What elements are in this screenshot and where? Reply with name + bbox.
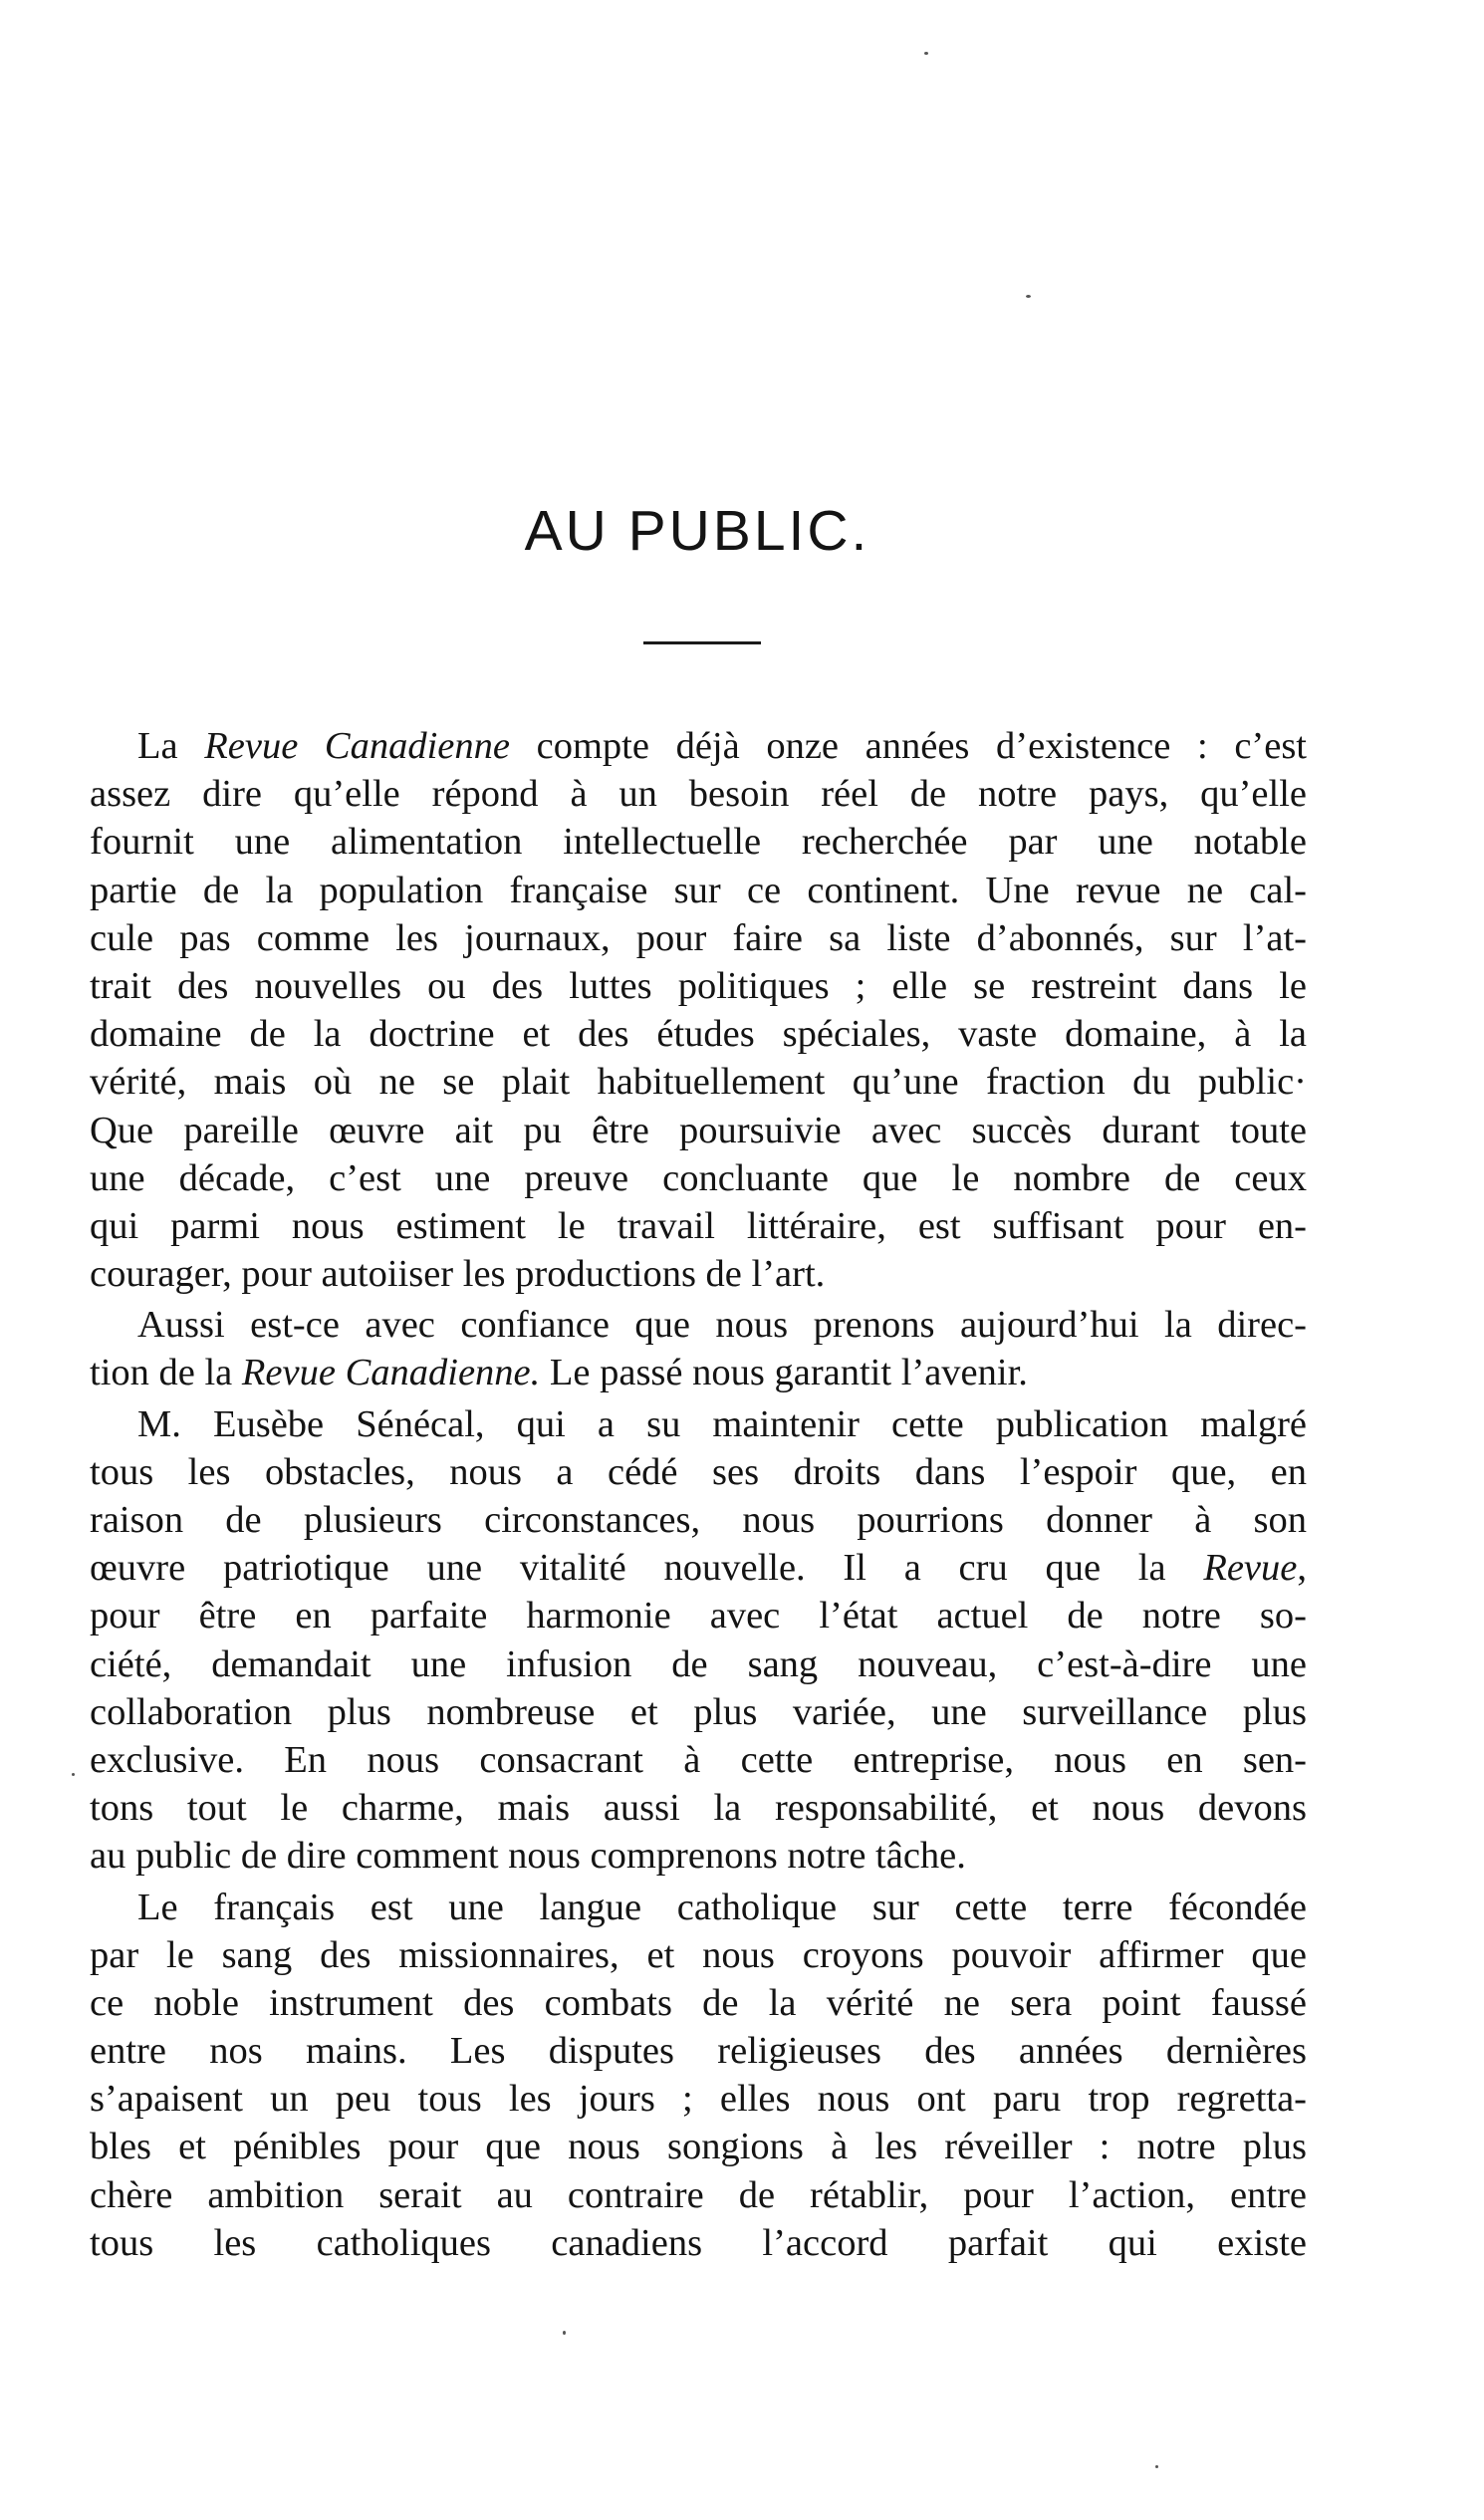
page-title: AU PUBLIC. <box>524 499 870 563</box>
text-line <box>90 722 1307 770</box>
text-line: exclusive. En nous consacrant à cette entreprise, nous en sen- <box>90 1738 1307 1781</box>
text-segment: tion de la <box>90 1352 242 1394</box>
text-line: s’apaisent un peu tous les jours ; elles nous ont paru trop regretta- <box>90 2078 1307 2121</box>
text-line: Que pareille œuvre ait pu être poursuivie avec succès durant toute <box>90 1109 1307 1151</box>
body-text <box>90 722 1307 2267</box>
text-line: au public de dire comment nous comprenons notre tâche. <box>90 1835 966 1878</box>
text-line: qui parmi nous estiment le travail littéraire, est suffisant pour en- <box>90 1204 1307 1247</box>
text-line: bles et pénibles pour que nous songions à les réveiller : notre plus <box>90 2126 1307 2168</box>
text-line: raison de plusieurs circonstances, nous pourrions donner à son <box>90 1499 1307 1541</box>
text-segment: œuvre patriotique une vitalité nouvelle. Il a cru que la <box>90 1547 1204 1590</box>
text-line: trait des nouvelles ou des luttes politiques ; elle se restreint dans le <box>90 964 1307 1007</box>
text-line: fournit une alimentation intellectuelle recherchée par une notable <box>90 821 1307 864</box>
text-line: tons tout le charme, mais aussi la responsabilité, et nous devons <box>90 1787 1307 1830</box>
text-segment: Le passé nous garantit l’avenir. <box>540 1352 1028 1394</box>
text-line: vérité, mais où ne se plait habituellement qu’une fraction du public· <box>90 1061 1307 1104</box>
title-rule <box>643 641 761 644</box>
text-line: tous les catholiques canadiens l’accord parfait qui existe <box>90 2221 1307 2264</box>
text-line: chère ambition serait au contraire de rétablir, pour l’action, entre <box>90 2173 1307 2216</box>
text-line: ce noble instrument des combats de la vérité ne sera point faussé <box>90 1981 1307 2024</box>
text-line: pour être en parfaite harmonie avec l’état actuel de notre so- <box>90 1595 1307 1638</box>
text-line: cule pas comme les journaux, pour faire sa liste d’abonnés, sur l’at- <box>90 916 1307 959</box>
text-line: Le français est une langue catholique sur cette terre fécondée <box>137 1886 1307 1928</box>
text-segment: compte déjà onze années d’existence : c’est <box>509 725 1307 767</box>
italic-title: Revue Canadienne <box>204 725 510 767</box>
text-line: partie de la population française sur ce continent. Une revue ne cal- <box>90 869 1307 911</box>
text-line <box>90 1349 1307 1396</box>
text-line: entre nos mains. Les disputes religieuses des années dernières <box>90 2030 1307 2073</box>
text-line: courager, pour autoiiser les productions de l’art. <box>90 1253 826 1296</box>
italic-title: Revue Canadienne. <box>241 1352 541 1394</box>
text-line: M. Eusèbe Sénécal, qui a su maintenir cette publication malgré <box>137 1402 1307 1445</box>
speck <box>1155 2465 1158 2468</box>
text-line: ciété, demandait une infusion de sang nouveau, c’est-à-dire une <box>90 1642 1307 1685</box>
speck <box>924 52 928 55</box>
text-segment: , <box>1297 1547 1307 1590</box>
speck <box>563 2331 566 2335</box>
text-line: Aussi est-ce avec confiance que nous prenons aujourd’hui la direc- <box>137 1304 1307 1347</box>
text-line: tous les obstacles, nous a cédé ses droits dans l’espoir que, en <box>90 1450 1307 1493</box>
text-line: domaine de la doctrine et des études spéciales, vaste domaine, à la <box>90 1013 1307 1056</box>
text-line: collaboration plus nombreuse et plus variée, une surveillance plus <box>90 1690 1307 1733</box>
text-line <box>90 1544 1307 1592</box>
text-segment: La <box>137 725 205 767</box>
speck <box>1026 295 1031 298</box>
text-line: assez dire qu’elle répond à un besoin réel de notre pays, qu’elle <box>90 773 1307 816</box>
italic-title: Revue <box>1203 1547 1298 1590</box>
speck <box>72 1773 75 1776</box>
text-line: par le sang des missionnaires, et nous croyons pouvoir affirmer que <box>90 1933 1307 1976</box>
text-line: une décade, c’est une preuve concluante que le nombre de ceux <box>90 1156 1307 1199</box>
